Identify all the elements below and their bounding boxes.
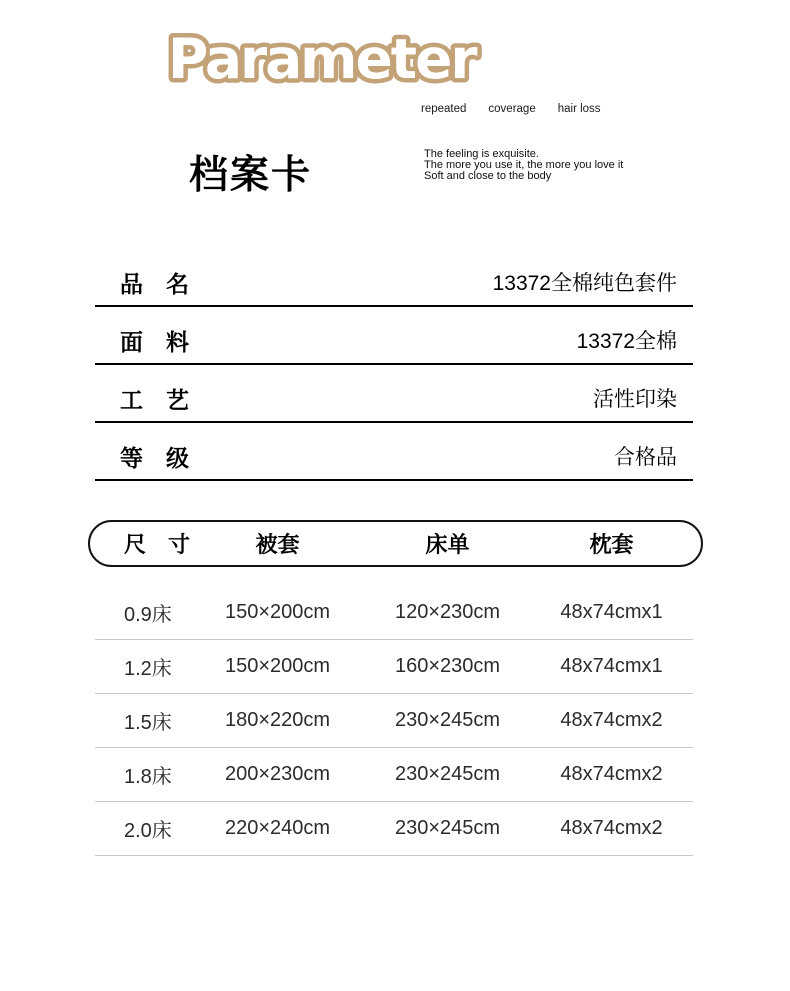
spec-table — [95, 249, 693, 481]
spec-value: 合格品 — [614, 446, 677, 469]
spec-row-fabric — [95, 307, 693, 365]
size-row-1-8 — [95, 748, 693, 802]
size-cell: 180×220cm — [224, 709, 331, 731]
size-cell: 220×240cm — [224, 817, 331, 839]
size-table-header-pill — [88, 520, 703, 567]
size-cell: 230×245cm — [394, 763, 501, 785]
size-header-duvet-cover: 被套 — [255, 532, 300, 557]
spec-row-product-name — [95, 249, 693, 307]
size-cell: 48x74cmx1 — [560, 601, 663, 623]
size-cell: 200×230cm — [224, 763, 331, 785]
parameter-title — [158, 16, 498, 98]
size-cell: 48x74cmx2 — [560, 817, 663, 839]
size-cell: 2.0床 — [124, 820, 172, 842]
size-header-bed-sheet: 床单 — [425, 532, 470, 557]
spec-label: 等 级 — [120, 444, 189, 471]
spec-value: 活性印染 — [593, 388, 677, 411]
size-cell: 48x74cmx1 — [560, 655, 663, 677]
size-cell: 48x74cmx2 — [560, 709, 663, 731]
size-cell: 120×230cm — [394, 601, 501, 623]
size-row-1-2 — [95, 640, 693, 694]
description-line: The more you use it, the more you love it — [424, 159, 624, 172]
size-cell: 230×245cm — [394, 709, 501, 731]
size-row-1-5 — [95, 694, 693, 748]
spec-row-craft — [95, 365, 693, 423]
card-description — [424, 149, 623, 183]
card-heading: 档案卡 — [189, 154, 313, 197]
spec-value: 13372全棉纯色套件 — [492, 272, 677, 295]
size-row-0-9 — [95, 586, 693, 640]
size-cell: 48x74cmx2 — [560, 763, 663, 785]
feature-tag-coverage: coverage — [488, 103, 536, 115]
size-cell: 150×200cm — [224, 601, 331, 623]
feature-tag-repeated: repeated — [421, 103, 467, 115]
size-cell: 160×230cm — [394, 655, 501, 677]
size-cell: 150×200cm — [224, 655, 331, 677]
feature-tag-hairloss: hair loss — [557, 103, 601, 115]
size-cell: 230×245cm — [394, 817, 501, 839]
size-header-pillowcase: 枕套 — [589, 532, 634, 557]
description-line: The feeling is exquisite. — [424, 148, 539, 160]
feature-tags — [421, 103, 601, 115]
size-table — [95, 586, 693, 856]
spec-row-grade — [95, 423, 693, 481]
parameter-title-text: Parameter — [168, 27, 476, 91]
size-cell: 0.9床 — [124, 604, 172, 626]
spec-label: 面 料 — [120, 328, 189, 355]
size-cell: 1.2床 — [124, 658, 172, 680]
size-cell: 1.5床 — [124, 712, 172, 734]
size-header-size: 尺 寸 — [124, 532, 191, 557]
size-cell: 1.8床 — [124, 766, 172, 788]
size-row-2-0 — [95, 802, 693, 856]
spec-label: 工 艺 — [120, 386, 189, 413]
description-line: Soft and close to the body — [424, 170, 552, 183]
spec-value: 13372全棉 — [576, 330, 677, 353]
spec-label: 品 名 — [120, 270, 189, 297]
